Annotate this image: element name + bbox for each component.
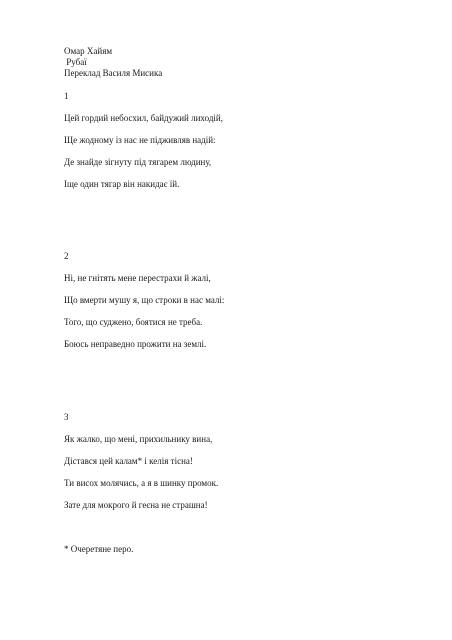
poem-1-line-2: Ще жодному із нас не підживляв надій: <box>64 135 216 145</box>
poem-1-line-4: Іще один тягар він накидає їй. <box>64 179 180 189</box>
poem-2-line-2: Що вмерти мушу я, що строки в нас малі: <box>64 295 225 305</box>
document-title: Рубаї <box>64 57 87 67</box>
footnote: * Очеретяне перо. <box>64 544 134 554</box>
translator-credit: Переклад Василя Мисика <box>64 68 163 78</box>
poem-1-line-1: Цей гордий небосхил, байдужий лиходій, <box>64 113 223 123</box>
poem-3-line-3: Ти висох молячись, а я в шинку промок. <box>64 478 219 488</box>
poem-1-number: 1 <box>64 91 69 101</box>
poem-3-line-2: Дістався цей калам* і келія тісна! <box>64 456 193 466</box>
poem-3-number: 3 <box>64 412 69 422</box>
poem-1-line-3: Де знайде зігнуту під тягарем людину, <box>64 157 212 167</box>
poem-3-line-4: Зате для мокрого й геєна не страшна! <box>64 500 208 510</box>
poem-2-line-4: Боюсь неправедно прожити на землі. <box>64 339 207 349</box>
poem-2-line-1: Ні, не гнітять мене перестрахи й жалі, <box>64 273 211 283</box>
author-name: Омар Хайям <box>64 46 113 56</box>
poem-2-line-3: Того, що суджено, боятися не треба. <box>64 317 203 327</box>
poem-3-line-1: Як жалко, що мені, прихильнику вина, <box>64 434 213 444</box>
poem-2-number: 2 <box>64 251 69 261</box>
